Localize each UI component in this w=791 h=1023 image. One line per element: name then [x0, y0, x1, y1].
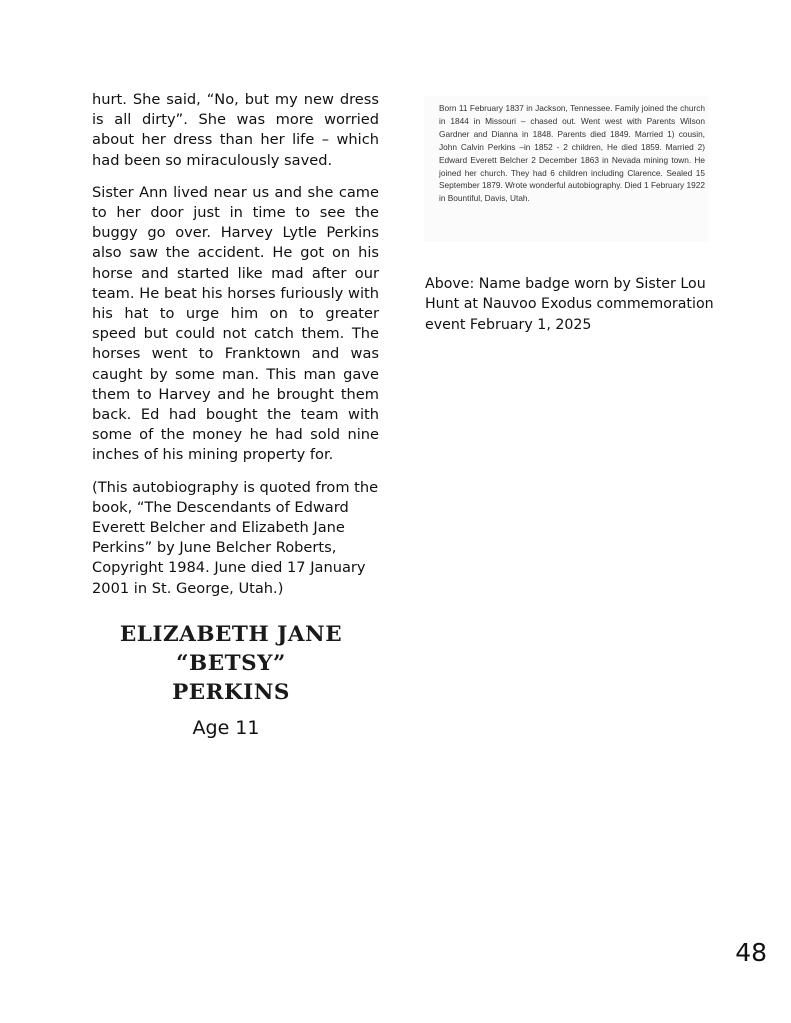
person-title-block	[96, 620, 366, 741]
title-age: Age 11	[192, 717, 260, 739]
source-citation-paragraph: (This autobiography is quoted from the book, “The Descendants of Edward Everett Belcher and Elizabeth Jane Perkins” by June Belcher Roberts, Copyright 1984. June died 17 January 2001 in St. George, Utah.)	[92, 478, 379, 597]
story-column	[92, 90, 379, 611]
page-number: 48	[735, 938, 767, 967]
name-badge-text: Born 11 February 1837 in Jackson, Tennessee. Family joined the church in 1844 in Missouri – chased out. Went west with Parents Wilson Gardner and Dianna in 1848. Parents died 1849. Married 1) cousin, John Calvin Perkins –in 1852 - 2 children, He died 1859. Married 2) Edward Everett Belcher 2 December 1863 in Nevada mining town. He joined her church. They had 6 children including Clarence. Sealed 15 September 1879. Wrote wonderful autobiography. Died 1 February 1922 in Bountiful, Davis, Utah.	[439, 103, 705, 204]
title-nickname: “BETSY”	[176, 651, 286, 676]
name-badge-image	[424, 96, 709, 242]
title-name-line-1: ELIZABETH JANE	[119, 622, 343, 647]
story-paragraph-2: Sister Ann lived near us and she came to her door just in time to see the buggy go over. Harvey Lytle Perkins also saw the accident. He got on his horse and started like mad after our team. He beat his horses furiously with his hat to urge him on to greater speed but could not catch them. The horses went to Franktown and was caught by some man. This man gave them to Harvey and he brought them back. Ed had bought the team with some of the money he had sold nine inches of his mining property for.	[92, 183, 379, 464]
title-surname: PERKINS	[172, 680, 290, 705]
badge-caption: Above: Name badge worn by Sister Lou Hunt at Nauvoo Exodus commemoration event February 1, 2025	[425, 276, 714, 333]
story-paragraph-1: hurt. She said, “No, but my new dress is all dirty”. She was more worried about her dress than her life – which had been so miraculously saved.	[92, 91, 379, 169]
